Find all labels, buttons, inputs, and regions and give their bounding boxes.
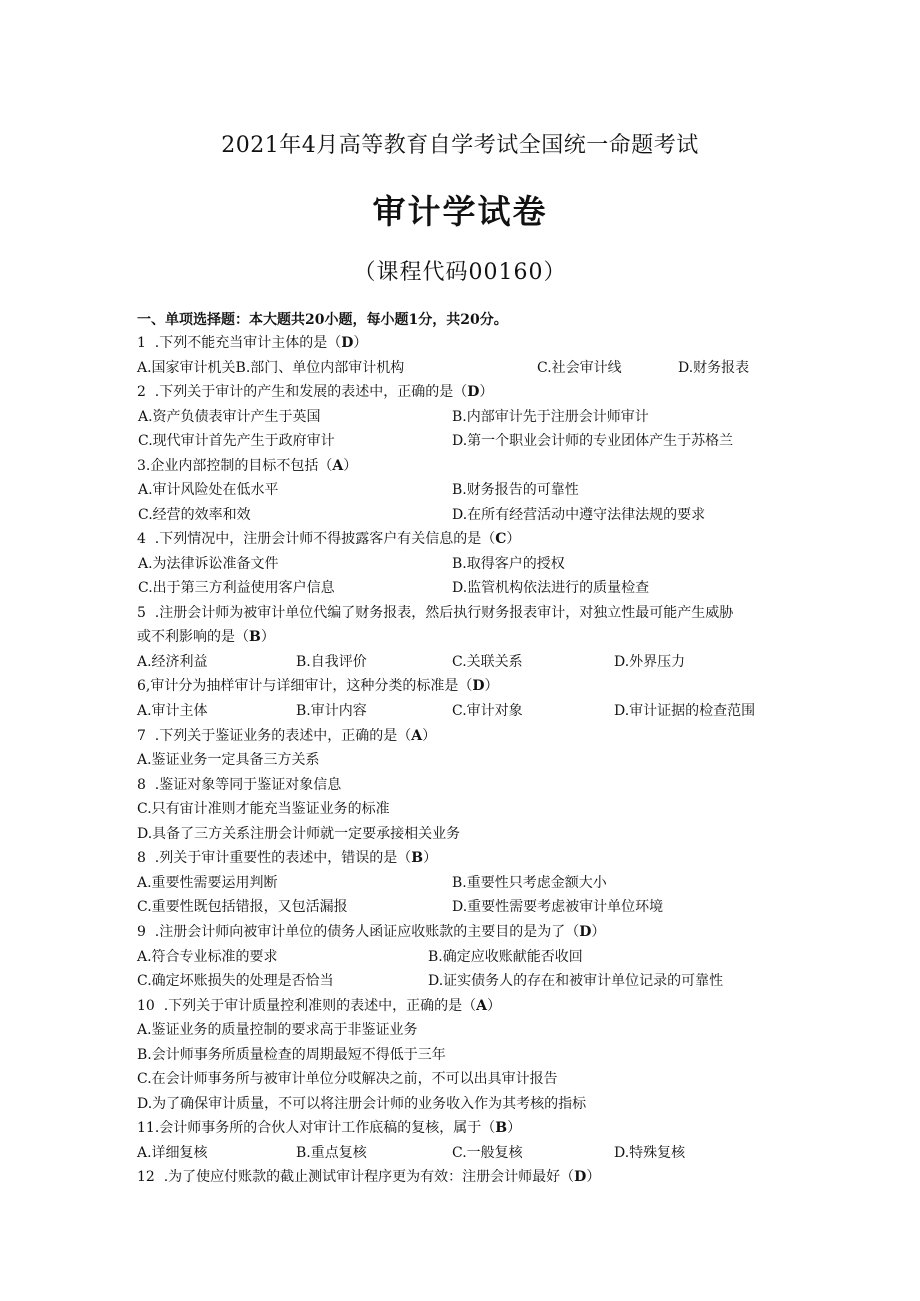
- question-option: B.取得客户的授权: [452, 556, 565, 572]
- question-line: [137, 675, 499, 697]
- question-option: C.确定坏账损失的处理是否恰当: [137, 973, 334, 989]
- question-line: [137, 1093, 586, 1115]
- question-text: 3.企业内部控制的目标不包括（: [137, 458, 333, 474]
- question-option: A.详细复核: [137, 1145, 208, 1161]
- question-line: [137, 528, 520, 550]
- section-heading: 一、单项选择题：本大题共20小题，每小题1分，共20分。: [137, 312, 508, 328]
- answer-letter: D: [341, 335, 354, 351]
- question-text: C.只有宙计准则才能充当鉴证业务的标准: [137, 801, 390, 817]
- question-option: C.经营的效率和效: [138, 507, 251, 523]
- question-text: ）: [479, 384, 494, 400]
- question-text: ）: [484, 678, 499, 694]
- question-option: D.在所有经营活动中遵守法律法规的要求: [452, 507, 706, 523]
- question-text: 4 .下列情况中，注册会计师不得披露客户有关信息的是（: [137, 531, 496, 547]
- question-option: D.特殊复核: [614, 1145, 686, 1161]
- question-line: [137, 921, 605, 943]
- question-text: ）: [260, 629, 275, 645]
- answer-letter: D: [574, 1169, 587, 1185]
- question-option: B.财务报告的可靠性: [452, 482, 579, 498]
- question-option: D.第一个职业会计师的专业团体产生于苏格兰: [452, 433, 734, 449]
- question-option: A.审计主体: [137, 703, 208, 719]
- question-text: ）: [423, 850, 438, 866]
- question-option: B.重点复核: [296, 1145, 367, 1161]
- question-text: D.具备了三方关系注册会计师就一定要承接相关业务: [137, 826, 461, 842]
- question-line: [137, 1044, 446, 1066]
- question-line: [137, 749, 320, 771]
- answer-letter: B: [411, 850, 424, 866]
- question-option: C.审计对象: [452, 703, 523, 719]
- question-option: B.重要性只考虑金额大小: [452, 875, 607, 891]
- question-line: [137, 381, 493, 403]
- question-text: ）: [506, 531, 521, 547]
- question-text: 9 .注册会计师向被审计单位的债务人函证应收账款的主要目的是为了（: [137, 924, 580, 940]
- exam-header: 2021年4月高等教育自学考试全国统一命题考试: [221, 133, 699, 158]
- exam-title: 审计学试卷: [372, 192, 548, 231]
- question-text: ）: [487, 998, 502, 1014]
- answer-letter: A: [332, 458, 344, 474]
- question-line: [137, 995, 501, 1017]
- question-text: ）: [586, 1169, 601, 1185]
- question-option: D.证实债务人的存在和被审计单位记录的可靠性: [428, 973, 724, 989]
- question-option: C.出于第三方利益使用客户信息: [138, 580, 335, 596]
- question-line: [137, 1166, 600, 1188]
- question-text: ）: [353, 335, 368, 351]
- question-line: [137, 823, 460, 845]
- question-option: C.重要性既包括错报，又包活漏报: [137, 899, 348, 915]
- question-option: C.社会审计线: [537, 360, 622, 376]
- question-line: [137, 332, 367, 354]
- answer-letter: D: [467, 384, 480, 400]
- question-text: ）: [422, 728, 437, 744]
- question-option: A.为法律诉讼准备文件: [138, 556, 279, 572]
- question-option: B.审计内容: [296, 703, 367, 719]
- answer-letter: A: [476, 998, 488, 1014]
- question-option: C.一般复核: [452, 1145, 523, 1161]
- question-line: [137, 847, 437, 869]
- question-option: A.资产负债表审计产生于英国: [138, 409, 321, 425]
- question-text: ）: [343, 458, 358, 474]
- question-line: [137, 1019, 418, 1041]
- question-text: 7 .下列关于鉴证业务的表述中，正确的是（: [137, 728, 412, 744]
- question-option: D.审计证据的检查范围: [614, 703, 756, 719]
- question-text: 1 .下列不能充当审计主体的是（: [137, 335, 342, 351]
- question-text: B.会计师事务所质量检查的周期最短不得低于三年: [137, 1047, 446, 1063]
- question-option: B.内部审计先于注册会计师审计: [452, 409, 649, 425]
- question-option: D.重要性需要考虑被审计单位环境: [452, 899, 664, 915]
- question-text: C.在会计师事务所与被审计单位分哎解决之前，不可以出具审计报告: [137, 1071, 558, 1087]
- question-text: D.为了确保审计质量，不可以将注册会计师的业务收入作为其考核的指标: [137, 1096, 587, 1112]
- question-line: [137, 725, 436, 747]
- question-text: 10 .下列关于审计质量控利准则的表述中，正确的是（: [137, 998, 477, 1014]
- question-line: [137, 1117, 521, 1139]
- answer-letter: B: [249, 629, 261, 645]
- question-line: [137, 626, 275, 648]
- question-line: [137, 774, 341, 796]
- question-text: 或不利影响的是（: [137, 629, 249, 645]
- question-text: ）: [591, 924, 606, 940]
- question-text: 2 .下列关于审计的产生和发展的表述中，正确的是（: [137, 384, 468, 400]
- question-option: D.监管机构依法进行的质量检查: [452, 580, 650, 596]
- question-text: 11.会计师事务所的合伙人对审计工作底稿的复核，属于（: [137, 1120, 496, 1136]
- question-text: 5 .注册会计师为被审计单位代编了财务报表，然后执行财务报表审计，对独立性最可能产生威胁: [137, 605, 734, 621]
- question-text: ）: [507, 1120, 522, 1136]
- question-option: B.确定应收账献能否收回: [428, 949, 583, 965]
- question-option: A.经济利益: [137, 654, 208, 670]
- answer-letter: D: [472, 678, 485, 694]
- question-option: C.关联关系: [452, 654, 523, 670]
- question-option: C.现代审计首先产生于政府审计: [138, 433, 335, 449]
- answer-letter: D: [579, 924, 592, 940]
- course-code: （课程代码00160）: [353, 260, 567, 285]
- question-line: [137, 455, 357, 477]
- question-option: A.重要性需要运用判断: [137, 875, 278, 891]
- question-line: [137, 602, 733, 624]
- question-text: 12 .为了使应付账款的截止测试审计程序更为有效：注册会计师最好（: [137, 1169, 575, 1185]
- answer-letter: B: [495, 1120, 508, 1136]
- question-option: A.审计风险处在低水平: [138, 482, 279, 498]
- question-option: B.自我评价: [296, 654, 367, 670]
- answer-letter: C: [495, 531, 507, 547]
- question-text: 8 .列关于审计重要性的表述中，错误的是（: [137, 850, 412, 866]
- question-option: A.国家审计机关B.部门、单位内部审计机构: [137, 360, 405, 376]
- question-option: D.外界压力: [614, 654, 686, 670]
- question-option: D.财务报表: [678, 360, 750, 376]
- question-text: 6,审计分为抽样审计与详细审计，这种分类的标准是（: [137, 678, 473, 694]
- question-text: 8 .鉴证对象等同于鉴证对象信息: [137, 777, 342, 793]
- question-line: [137, 1068, 558, 1090]
- question-text: A.鉴证业务的质量控制的要求高于非鉴证业务: [137, 1022, 418, 1038]
- question-option: A.符合专业标准的要求: [137, 949, 278, 965]
- question-line: [137, 798, 390, 820]
- answer-letter: A: [411, 728, 423, 744]
- question-text: A.鉴证业务一定具备三方关系: [137, 752, 320, 768]
